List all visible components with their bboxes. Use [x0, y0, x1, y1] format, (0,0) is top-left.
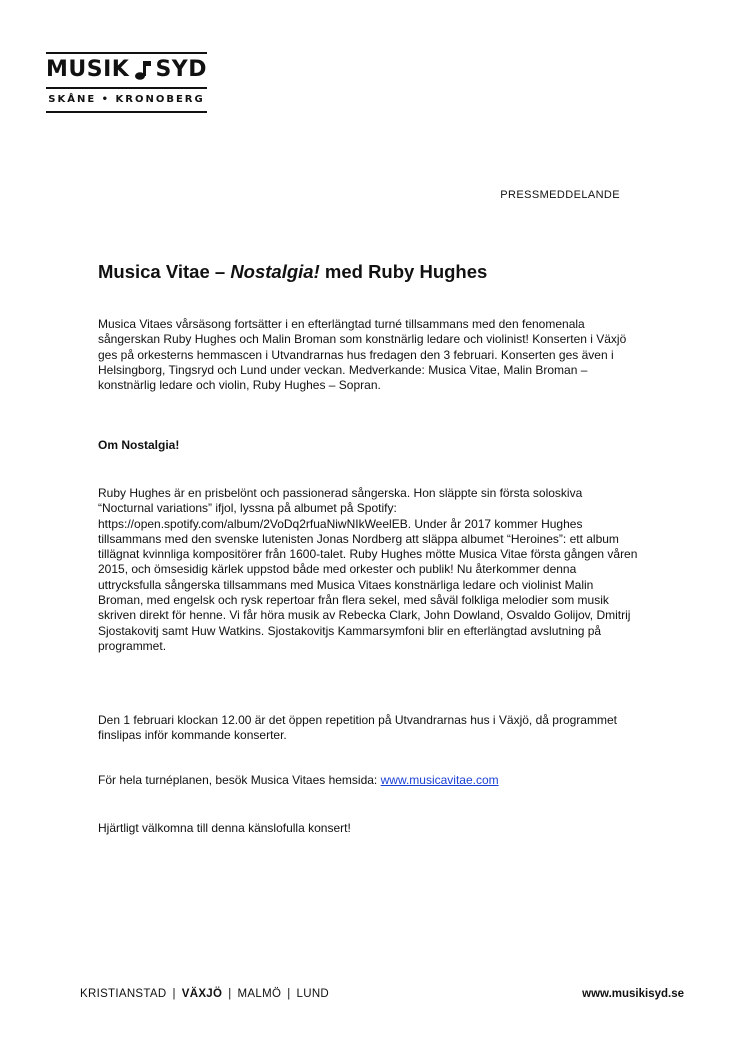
tour-paragraph — [98, 773, 638, 788]
logo-bottom-rule — [46, 111, 207, 113]
footer-cities — [80, 988, 329, 1000]
musik-i-syd-logo — [46, 52, 207, 113]
music-note-icon — [132, 59, 152, 81]
footer-city-kristianstad: KRISTIANSTAD — [80, 988, 167, 1000]
section-heading: Om Nostalgia! — [98, 438, 180, 452]
footer-city-malmo: MALMÖ — [237, 988, 282, 1000]
title-part-3: med Ruby Hughes — [319, 261, 488, 282]
intro-paragraph: Musica Vitaes vårsäsong fortsätter i en efterlängtad turné tillsammans med den fenomenala sångerskan Ruby Hughes och Malin Broman som konstnärlig ledare och violinist! Konserten i Växjö ges på orkesterns hemmascen i Utvandrarnas hus fredagen den 3 februari. Konserten ges även i Helsingborg, Tingsryd och Lund under veckan. Medverkande: Musica Vitae, Malin Broman – konstnärlig ledare och violin, Ruby Hughes – Sopran. — [98, 317, 627, 393]
press-release-title — [98, 260, 487, 284]
footer-separator: | — [172, 988, 176, 1000]
footer-separator: | — [228, 988, 232, 1000]
footer-website: www.musikisyd.se — [582, 988, 684, 1000]
logo-word-syd: SYD — [155, 57, 207, 82]
about-paragraph: Ruby Hughes är en prisbelönt och passionerad sångerska. Hon släppte sin första soloskiva “Nocturnal variations” ifjol, lyssna på albumet på Spotify: https://open.spotify.com/album/2VoDq2rfuaNiwNIkWeelEB. Under år 2017 kommer Hughes tillsammans med den svenske lutenisten Jonas Nordberg att släppa albumet “Heroines”: ett album tillägnat kvinnliga kompositörer från 1600-talet. Ruby Hughes mötte Musica Vitae första gången våren 2015, och ömsesidig kärlek uppstod både med orkester och publik! Nu återkommer denna uttrycksfulla sångerska tillsammans med Musica Vitaes konstnärliga ledare och violinist Malin Broman, med engelsk och rysk repertoar från flera sekel, med såväl folkliga melodier som musik skriven direkt för henne. Vi får höra musik av Rebecka Clark, John Dowland, Osvaldo Golijov, Dmitrij Sjostakovitj samt Huw Watkins. Sjostakovitjs Kammarsymfoni blir en efterlängtad avslutning på programmet. — [98, 486, 638, 653]
footer-separator: | — [287, 988, 291, 1000]
footer-city-lund: LUND — [296, 988, 330, 1000]
tour-text: För hela turnéplanen, besök Musica Vitaes hemsida: — [98, 773, 381, 787]
logo-region: SKÅNE • KRONOBERG — [48, 94, 205, 105]
welcome-paragraph: Hjärtligt välkomna till denna känslofulla konsert! — [98, 821, 351, 835]
title-italic-part: Nostalgia! — [230, 261, 320, 282]
footer-city-vaxjo: VÄXJÖ — [181, 988, 223, 1000]
logo-word-musik: MUSIK — [46, 57, 130, 82]
document-type-label: PRESSMEDDELANDE — [500, 189, 620, 201]
title-part-1: Musica Vitae – — [98, 261, 231, 282]
musicavitae-link[interactable]: www.musicavitae.com — [380, 773, 499, 787]
logo-wordmark — [46, 58, 207, 82]
logo-top-rule — [46, 52, 207, 54]
rehearsal-paragraph: Den 1 februari klockan 12.00 är det öppen repetition på Utvandrarnas hus i Växjö, då programmet finslipas inför kommande konserter. — [98, 713, 617, 743]
